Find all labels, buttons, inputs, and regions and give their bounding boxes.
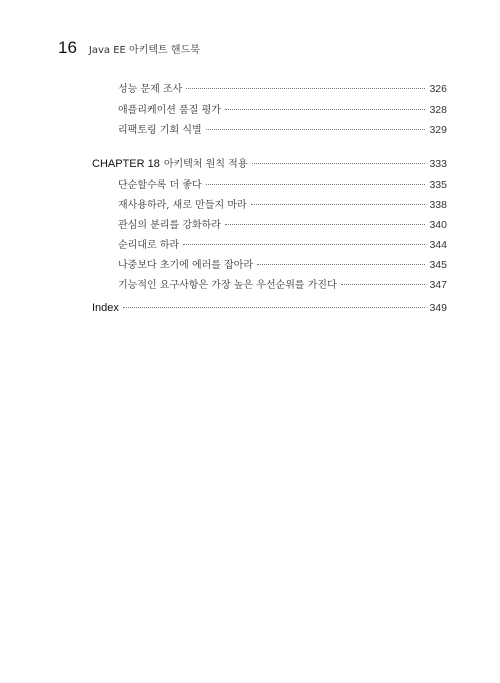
toc-entry-label: 나중보다 초기에 에러를 잡아라 [118,260,254,271]
toc-entry-label: 재사용하라, 새로 만들지 마라 [118,200,247,211]
toc-entry-page: 340 [429,219,447,231]
book-title: Java EE 아키텍트 핸드북 [88,45,200,56]
toc-entry-label: 관심의 분리를 강화하라 [118,220,221,231]
toc-entry-label: 성능 문제 조사 [118,84,183,95]
toc-chapter-entry[interactable] [92,155,447,170]
page-number: 16 [58,38,77,57]
dot-leader [225,224,426,225]
toc-entry[interactable] [118,216,447,231]
dot-leader [341,284,426,285]
dot-leader [186,88,425,89]
chapter-number: CHAPTER 18 [92,158,160,170]
toc-entry-page: 328 [429,104,447,116]
toc-entry[interactable] [118,121,447,136]
toc-entry-page: 338 [429,199,447,211]
dot-leader [206,129,426,130]
toc-entry[interactable] [118,101,447,116]
toc-entry[interactable] [118,276,447,291]
toc-entry-label: 순리대로 하라 [118,240,180,251]
dot-leader [257,264,425,265]
dot-leader [183,244,425,245]
toc-entry[interactable] [118,256,447,271]
toc-entry-page: 349 [429,302,447,314]
toc-entry-label: 기능적인 요구사항은 가장 높은 우선순위를 가진다 [118,280,337,291]
running-header [58,38,200,58]
toc-entry-page: 344 [429,239,447,251]
toc-entry-page: 335 [429,179,447,191]
toc-entry-label: 리팩토링 기회 식별 [118,125,202,136]
toc-entry[interactable] [118,80,447,95]
toc-entry-page: 326 [429,83,447,95]
dot-leader [252,163,426,164]
toc-entry-page: 345 [429,259,447,271]
dot-leader [251,204,426,205]
index-label: Index [92,302,119,314]
toc-entry-page: 347 [429,279,447,291]
toc-entry[interactable] [118,236,447,251]
dot-leader [123,307,426,308]
toc-entry-label: 애플리케이션 품질 평가 [118,105,221,116]
chapter-title: 아키텍처 원칙 적용 [163,159,248,170]
toc-entry-label: 단순할수록 더 좋다 [118,180,202,191]
toc-entry-page: 329 [429,124,447,136]
toc-entry-page: 333 [429,158,447,170]
toc-entry[interactable] [118,196,447,211]
dot-leader [206,184,426,185]
toc-entry[interactable] [118,176,447,191]
dot-leader [225,109,426,110]
toc-index-entry[interactable] [92,302,447,314]
